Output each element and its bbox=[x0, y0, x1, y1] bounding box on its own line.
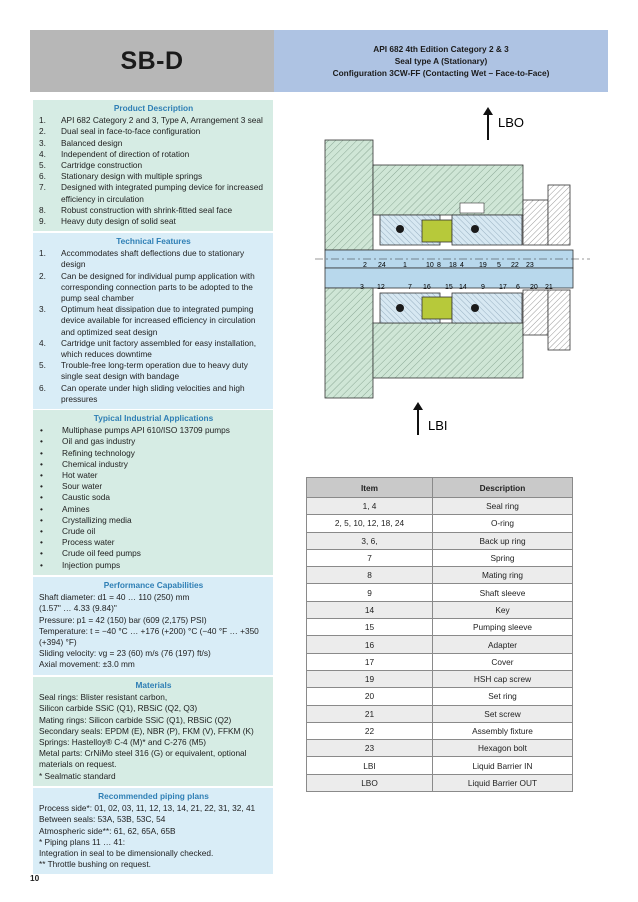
materials-line: Mating rings: Silicon carbide SSiC (Q1), RBSiC (Q2) bbox=[39, 714, 232, 725]
bullet: • bbox=[40, 481, 43, 492]
callout-number: 19 bbox=[479, 262, 487, 269]
spring-upper bbox=[460, 203, 484, 213]
performance-line: Temperature: t = −40 °C … +176 (+200) °C (−40 °F … +350 bbox=[39, 625, 259, 636]
technical-feature-number: 3. bbox=[39, 304, 46, 315]
description-cell: Set screw bbox=[433, 705, 573, 722]
table-row bbox=[307, 549, 573, 566]
materials-line: Silicon carbide SSiC (Q1), RBSiC (Q2, Q3) bbox=[39, 703, 198, 714]
description-cell: Pumping sleeve bbox=[433, 619, 573, 636]
product-description-number: 1. bbox=[39, 115, 46, 126]
applications-box bbox=[33, 410, 273, 575]
callout-number: 6 bbox=[516, 284, 520, 291]
item-cell: 1, 4 bbox=[307, 498, 433, 515]
item-cell: 23 bbox=[307, 740, 433, 757]
callout-number: 24 bbox=[378, 262, 386, 269]
materials-line: materials on request. bbox=[39, 759, 117, 770]
description-cell: HSH cap screw bbox=[433, 670, 573, 687]
callout-number: 4 bbox=[460, 262, 464, 269]
header-item: Item bbox=[307, 478, 433, 498]
spec-line-1: API 682 4th Edition Category 2 & 3 bbox=[373, 44, 509, 54]
item-cell: 2, 5, 10, 12, 18, 24 bbox=[307, 515, 433, 532]
description-cell: Adapter bbox=[433, 636, 573, 653]
callout-number: 2 bbox=[363, 262, 367, 269]
materials-line: Seal rings: Blister resistant carbon, bbox=[39, 692, 168, 703]
product-description-item bbox=[39, 160, 268, 171]
materials-line: Springs: Hastelloy® C-4 (M)* and C-276 (M5) bbox=[39, 737, 207, 748]
table-row bbox=[307, 532, 573, 549]
table-row bbox=[307, 722, 573, 739]
mating-ring-upper bbox=[422, 220, 452, 242]
application-item bbox=[39, 548, 268, 559]
application-text: Amines bbox=[62, 503, 90, 514]
product-description-number: 3. bbox=[39, 137, 46, 148]
materials-lines bbox=[39, 692, 268, 782]
bullet: • bbox=[40, 548, 43, 559]
table-row bbox=[307, 740, 573, 757]
pumping-sleeve-lower bbox=[452, 293, 522, 323]
item-cell: 14 bbox=[307, 601, 433, 618]
product-description-list bbox=[39, 115, 268, 227]
performance-title: Performance Capabilities bbox=[103, 580, 204, 590]
application-item bbox=[39, 436, 268, 447]
callout-number: 18 bbox=[449, 262, 457, 269]
callout-number: 16 bbox=[423, 284, 431, 291]
piping-lines bbox=[39, 803, 268, 870]
application-item bbox=[39, 470, 268, 481]
piping-title: Recommended piping plans bbox=[98, 791, 209, 801]
technical-feature-item bbox=[39, 338, 268, 360]
seal-housing-upper bbox=[373, 165, 523, 215]
description-cell: Liquid Barrier OUT bbox=[433, 774, 573, 791]
piping-line: Process side*: 01, 02, 03, 11, 12, 13, 14, 21, 22, 31, 32, 41 bbox=[39, 803, 256, 814]
item-cell: 15 bbox=[307, 619, 433, 636]
gland-plate-upper bbox=[325, 140, 373, 250]
description-cell: Seal ring bbox=[433, 498, 573, 515]
technical-feature-item bbox=[39, 248, 268, 270]
callout-number: 23 bbox=[526, 262, 534, 269]
o-ring-lower-2 bbox=[471, 304, 479, 312]
technical-features-box bbox=[33, 233, 273, 409]
description-cell: Mating ring bbox=[433, 567, 573, 584]
application-text: Caustic soda bbox=[62, 492, 110, 503]
product-description-text: Dual seal in face-to-face configuration bbox=[61, 126, 201, 137]
set-ring-upper bbox=[523, 200, 548, 245]
technical-feature-number: 1. bbox=[39, 248, 46, 259]
technical-feature-text: Can be designed for individual pump application with corresponding connection parts to be adopted to the pump seal chamber bbox=[61, 270, 255, 304]
application-item bbox=[39, 459, 268, 470]
materials-line: Secondary seals: EPDM (E), NBR (P), FKM (V), FFKM (K) bbox=[39, 725, 254, 736]
bullet: • bbox=[40, 425, 43, 436]
seal-housing-lower bbox=[373, 323, 523, 378]
assembly-fixture-lower bbox=[548, 290, 570, 350]
seal-cross-section-drawing bbox=[300, 105, 600, 445]
performance-line: (1.57" … 4.33 (9.84)" bbox=[39, 603, 117, 614]
bullet: • bbox=[40, 537, 43, 548]
pumping-sleeve-upper bbox=[452, 215, 522, 245]
item-cell: 22 bbox=[307, 722, 433, 739]
callout-number: 7 bbox=[408, 284, 412, 291]
header-description: Description bbox=[433, 478, 573, 498]
bullet: • bbox=[40, 447, 43, 458]
description-cell: Hexagon bolt bbox=[433, 740, 573, 757]
performance-line: Axial movement: ±3.0 mm bbox=[39, 659, 135, 670]
spec-line-3: Configuration 3CW-FF (Contacting Wet – Face-to-Face) bbox=[332, 68, 550, 78]
piping-line: * Piping plans 11 … 41: bbox=[39, 836, 126, 847]
table-row bbox=[307, 619, 573, 636]
application-item bbox=[39, 492, 268, 503]
gland-plate-lower bbox=[325, 288, 373, 398]
materials-title: Materials bbox=[135, 680, 172, 690]
table-row bbox=[307, 515, 573, 532]
item-cell: 9 bbox=[307, 584, 433, 601]
application-item bbox=[39, 526, 268, 537]
product-description-number: 8. bbox=[39, 204, 46, 215]
description-cell: Back up ring bbox=[433, 532, 573, 549]
technical-feature-text: Optimum heat dissipation due to integrated pumping device available for increased efficiency in circulation and optimized seat design bbox=[61, 304, 256, 337]
product-description-number: 5. bbox=[39, 160, 46, 171]
piping-line: Between seals: 53A, 53B, 53C, 54 bbox=[39, 814, 166, 825]
piping-line: ** Throttle bushing on request. bbox=[39, 859, 151, 870]
parts-table bbox=[306, 477, 573, 792]
product-description-text: Balanced design bbox=[61, 137, 123, 148]
technical-feature-text: Trouble-free long-term operation due to heavy duty single seat design with bandage bbox=[61, 360, 248, 382]
table-row bbox=[307, 757, 573, 774]
product-description-text: Cartridge construction bbox=[61, 160, 143, 171]
technical-feature-number: 2. bbox=[39, 270, 46, 281]
table-row bbox=[307, 688, 573, 705]
item-cell: LBO bbox=[307, 774, 433, 791]
item-cell: 21 bbox=[307, 705, 433, 722]
piping-line: Integration in seal to be dimensionally checked. bbox=[39, 848, 214, 859]
callout-number: 3 bbox=[360, 284, 364, 291]
application-text: Hot water bbox=[62, 470, 98, 481]
performance-box bbox=[33, 577, 273, 675]
o-ring-upper-2 bbox=[471, 225, 479, 233]
application-item bbox=[39, 504, 268, 515]
bullet: • bbox=[40, 526, 43, 537]
performance-line: Sliding velocity: vg = 23 (60) m/s (76 (197) ft/s) bbox=[39, 648, 211, 659]
callout-number: 14 bbox=[459, 284, 467, 291]
performance-lines bbox=[39, 592, 268, 670]
materials-line: * Sealmatic standard bbox=[39, 770, 116, 781]
bullet: • bbox=[40, 559, 43, 570]
lbo-label: LBO bbox=[498, 115, 525, 130]
item-cell: 20 bbox=[307, 688, 433, 705]
callout-number: 22 bbox=[511, 262, 519, 269]
callout-number: 1 bbox=[403, 262, 407, 269]
product-description-text: Stationary design with multiple springs bbox=[61, 171, 203, 182]
callout-number: 17 bbox=[499, 284, 507, 291]
application-text: Crystallizing media bbox=[62, 514, 132, 525]
technical-feature-item bbox=[39, 304, 268, 338]
description-cell: Spring bbox=[433, 549, 573, 566]
application-item bbox=[39, 481, 268, 492]
model-header bbox=[30, 30, 274, 92]
technical-features-title: Technical Features bbox=[116, 236, 191, 246]
description-cell: Shaft sleeve bbox=[433, 584, 573, 601]
callout-number: 15 bbox=[445, 284, 453, 291]
callout-number: 10 bbox=[426, 262, 434, 269]
table-row bbox=[307, 705, 573, 722]
product-description-number: 9. bbox=[39, 216, 46, 227]
bullet: • bbox=[40, 514, 43, 525]
bullet: • bbox=[40, 436, 43, 447]
item-cell: 8 bbox=[307, 567, 433, 584]
item-cell: 16 bbox=[307, 636, 433, 653]
parts-table-header bbox=[307, 478, 573, 498]
technical-feature-item bbox=[39, 360, 268, 382]
technical-feature-item bbox=[39, 271, 268, 305]
item-cell: 17 bbox=[307, 653, 433, 670]
application-text: Chemical industry bbox=[62, 458, 128, 469]
page-number: 10 bbox=[30, 873, 40, 883]
product-description-text: Independent of direction of rotation bbox=[61, 148, 190, 159]
lbi-arrow-head bbox=[413, 402, 423, 410]
application-text: Oil and gas industry bbox=[62, 436, 136, 447]
callout-number: 9 bbox=[481, 284, 485, 291]
table-row bbox=[307, 670, 573, 687]
product-description-text: Robust construction with shrink-fitted seal face bbox=[61, 204, 233, 215]
product-description-item bbox=[39, 138, 268, 149]
product-description-text: Heavy duty design of solid seat bbox=[61, 216, 176, 227]
item-cell: 3, 6, bbox=[307, 532, 433, 549]
description-cell: Key bbox=[433, 601, 573, 618]
product-description-item bbox=[39, 171, 268, 182]
assembly-fixture-upper bbox=[548, 185, 570, 245]
description-cell: Set ring bbox=[433, 688, 573, 705]
application-item bbox=[39, 515, 268, 526]
callout-number: 20 bbox=[530, 284, 538, 291]
o-ring-upper-1 bbox=[396, 225, 404, 233]
description-cell: Liquid Barrier IN bbox=[433, 757, 573, 774]
table-row bbox=[307, 584, 573, 601]
table-row bbox=[307, 636, 573, 653]
piping-line: Atmospheric side**: 61, 62, 65A, 65B bbox=[39, 825, 176, 836]
technical-feature-text: Accommodates shaft deflections due to stationary design bbox=[61, 248, 245, 270]
table-row bbox=[307, 601, 573, 618]
table-row bbox=[307, 774, 573, 791]
model-name: SB-D bbox=[120, 46, 184, 75]
mating-ring-lower bbox=[422, 297, 452, 319]
product-description-item bbox=[39, 115, 268, 126]
technical-features-list bbox=[39, 248, 268, 405]
product-description-item bbox=[39, 216, 268, 227]
o-ring-lower-1 bbox=[396, 304, 404, 312]
description-cell: Assembly fixture bbox=[433, 722, 573, 739]
product-description-item bbox=[39, 205, 268, 216]
product-description-number: 4. bbox=[39, 148, 46, 159]
application-item bbox=[39, 448, 268, 459]
materials-line: Metal parts: CrNiMo steel 316 (G) or equivalent, optional bbox=[39, 748, 247, 759]
bullet: • bbox=[40, 470, 43, 481]
application-text: Injection pumps bbox=[62, 559, 121, 570]
callout-number: 21 bbox=[545, 284, 553, 291]
callout-number: 5 bbox=[497, 262, 501, 269]
item-cell: 19 bbox=[307, 670, 433, 687]
product-description-text: Designed with integrated pumping device for increased efficiency in circulation bbox=[61, 182, 264, 204]
application-text: Crude oil bbox=[62, 526, 96, 537]
spec-line-2: Seal type A (Stationary) bbox=[394, 56, 488, 66]
performance-line: Shaft diameter: d1 = 40 … 110 (250) mm bbox=[39, 592, 190, 603]
applications-title: Typical Industrial Applications bbox=[93, 413, 214, 423]
application-text: Crude oil feed pumps bbox=[62, 548, 141, 559]
callout-number: 12 bbox=[377, 284, 385, 291]
table-row bbox=[307, 498, 573, 515]
application-item bbox=[39, 425, 268, 436]
application-text: Refining technology bbox=[62, 447, 135, 458]
lbi-label: LBI bbox=[428, 418, 448, 433]
product-description-number: 6. bbox=[39, 171, 46, 182]
technical-feature-text: Cartridge unit factory assembled for easy installation, which reduces downtime bbox=[61, 337, 257, 360]
application-text: Multiphase pumps API 610/ISO 13709 pumps bbox=[62, 425, 230, 436]
product-description-box bbox=[33, 100, 273, 231]
product-description-number: 7. bbox=[39, 182, 46, 193]
technical-feature-item bbox=[39, 383, 268, 405]
technical-feature-number: 6. bbox=[39, 382, 46, 393]
performance-line: Pressure: p1 = 42 (150) bar (609 (2,175) PSI) bbox=[39, 614, 207, 625]
product-description-item bbox=[39, 182, 268, 204]
application-item bbox=[39, 537, 268, 548]
table-row bbox=[307, 567, 573, 584]
item-cell: LBI bbox=[307, 757, 433, 774]
product-description-number: 2. bbox=[39, 126, 46, 137]
callout-number: 8 bbox=[437, 262, 441, 269]
piping-box bbox=[33, 788, 273, 874]
item-cell: 7 bbox=[307, 549, 433, 566]
description-cell: O-ring bbox=[433, 515, 573, 532]
bullet: • bbox=[40, 458, 43, 469]
technical-feature-number: 5. bbox=[39, 360, 46, 371]
table-row bbox=[307, 653, 573, 670]
product-description-title: Product Description bbox=[113, 103, 194, 113]
lbo-arrow-head bbox=[483, 107, 493, 115]
product-description-item bbox=[39, 126, 268, 137]
technical-feature-number: 4. bbox=[39, 337, 46, 348]
applications-list bbox=[39, 425, 268, 571]
set-ring-lower bbox=[523, 290, 548, 335]
bullet: • bbox=[40, 503, 43, 514]
bullet: • bbox=[40, 492, 43, 503]
application-text: Process water bbox=[62, 537, 115, 548]
application-text: Sour water bbox=[62, 481, 103, 492]
description-cell: Cover bbox=[433, 653, 573, 670]
product-description-text: API 682 Category 2 and 3, Type A, Arrangement 3 seal bbox=[61, 115, 263, 126]
product-description-item bbox=[39, 149, 268, 160]
spec-header bbox=[274, 30, 608, 92]
performance-line: (+394) °F) bbox=[39, 637, 77, 648]
materials-box bbox=[33, 677, 273, 786]
technical-feature-text: Can operate under high sliding velocities and high pressures bbox=[61, 382, 245, 404]
application-item bbox=[39, 560, 268, 571]
